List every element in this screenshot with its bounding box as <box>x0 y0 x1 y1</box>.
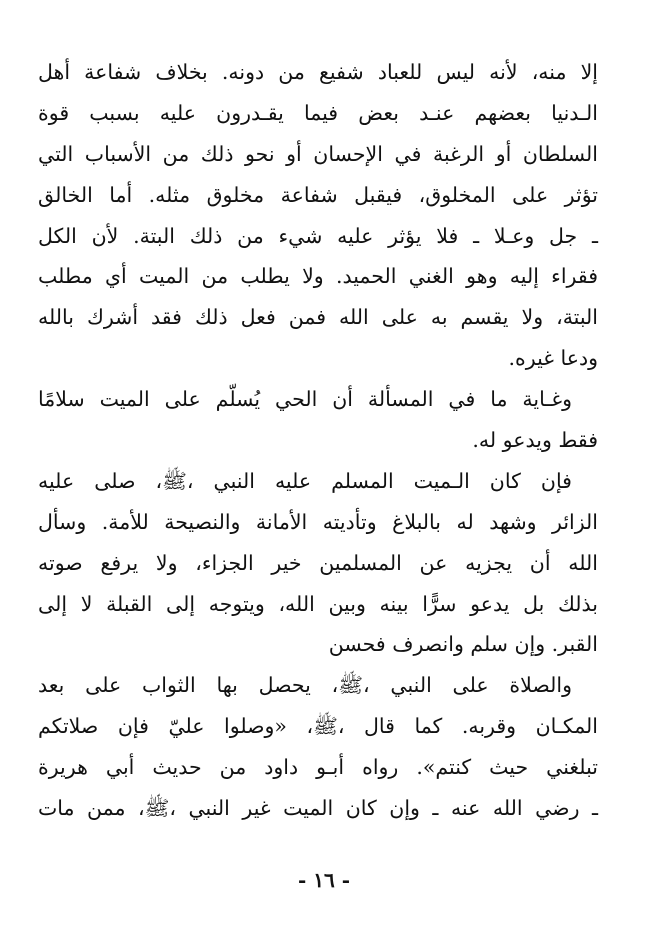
text-line: وغـاية ما في المسألة أن الحي يُسلّم على الميت سلامًا <box>38 387 572 412</box>
text-line: فقراء إليه وهو الغني الحميد. ولا يطلب من الميت أي مطلب <box>38 264 598 289</box>
text-line: الله أن يجزيه عن المسلمين خير الجزاء، ولا يرفع صوته <box>38 550 598 575</box>
text-line: السلطان أو الرغبة في الإحسان أو نحو ذلك من الأسباب التي <box>38 141 598 166</box>
text-line: بذلك بل يدعو سرًّا بينه وبين الله، ويتوجه إلى القبلة لا إلى <box>38 591 598 616</box>
text-line: البتة، ولا يقسم به على الله فمن فعل ذلك فقد أشرك بالله <box>38 305 598 330</box>
text-line: فإن كان الـميت المسلم عليه النبي ،ﷺ، صلى عليه <box>38 468 572 493</box>
text-line: الزائر وشهد له بالبلاغ وتأديته الأمانة والنصيحة للأمة. وسأل <box>38 509 598 534</box>
text-line: فقط ويدعو له. <box>472 428 598 453</box>
text-line: ودعا غيره. <box>508 346 598 371</box>
text-line: تؤثر على المخلوق، فيقبل شفاعة مخلوق مثله. أما الخالق <box>38 182 598 207</box>
text-line: المكـان وقربه. كما قال ،ﷺ، «وصلوا عليّ فإن صلاتكم <box>38 714 598 739</box>
text-line: تبلغني حيث كنتم». رواه أبـو داود من حديث أبي هريرة <box>38 755 598 780</box>
body-text <box>38 52 598 829</box>
text-line: الـدنيا بعضهم عنـد بعض فيما يقـدرون عليه بسبب قوة <box>38 100 598 125</box>
text-line: ـ رضي الله عنه ـ وإن كان الميت غير النبي ،ﷺ، ممن مات <box>38 796 598 821</box>
text-line: ـ جل وعـلا ـ فلا يؤثر عليه شيء من ذلك البتة. لأن الكل <box>38 223 598 248</box>
text-line: القبر. وإن سلم وانصرف فحسن <box>328 632 598 657</box>
text-line: إلا منه، لأنه ليس للعباد شفيع من دونه. بخلاف شفاعة أهل <box>38 60 598 84</box>
text-line: والصلاة على النبي ،ﷺ، يحصل بها الثواب على بعد <box>38 673 572 698</box>
page-number: - ١٦ - <box>297 868 350 892</box>
